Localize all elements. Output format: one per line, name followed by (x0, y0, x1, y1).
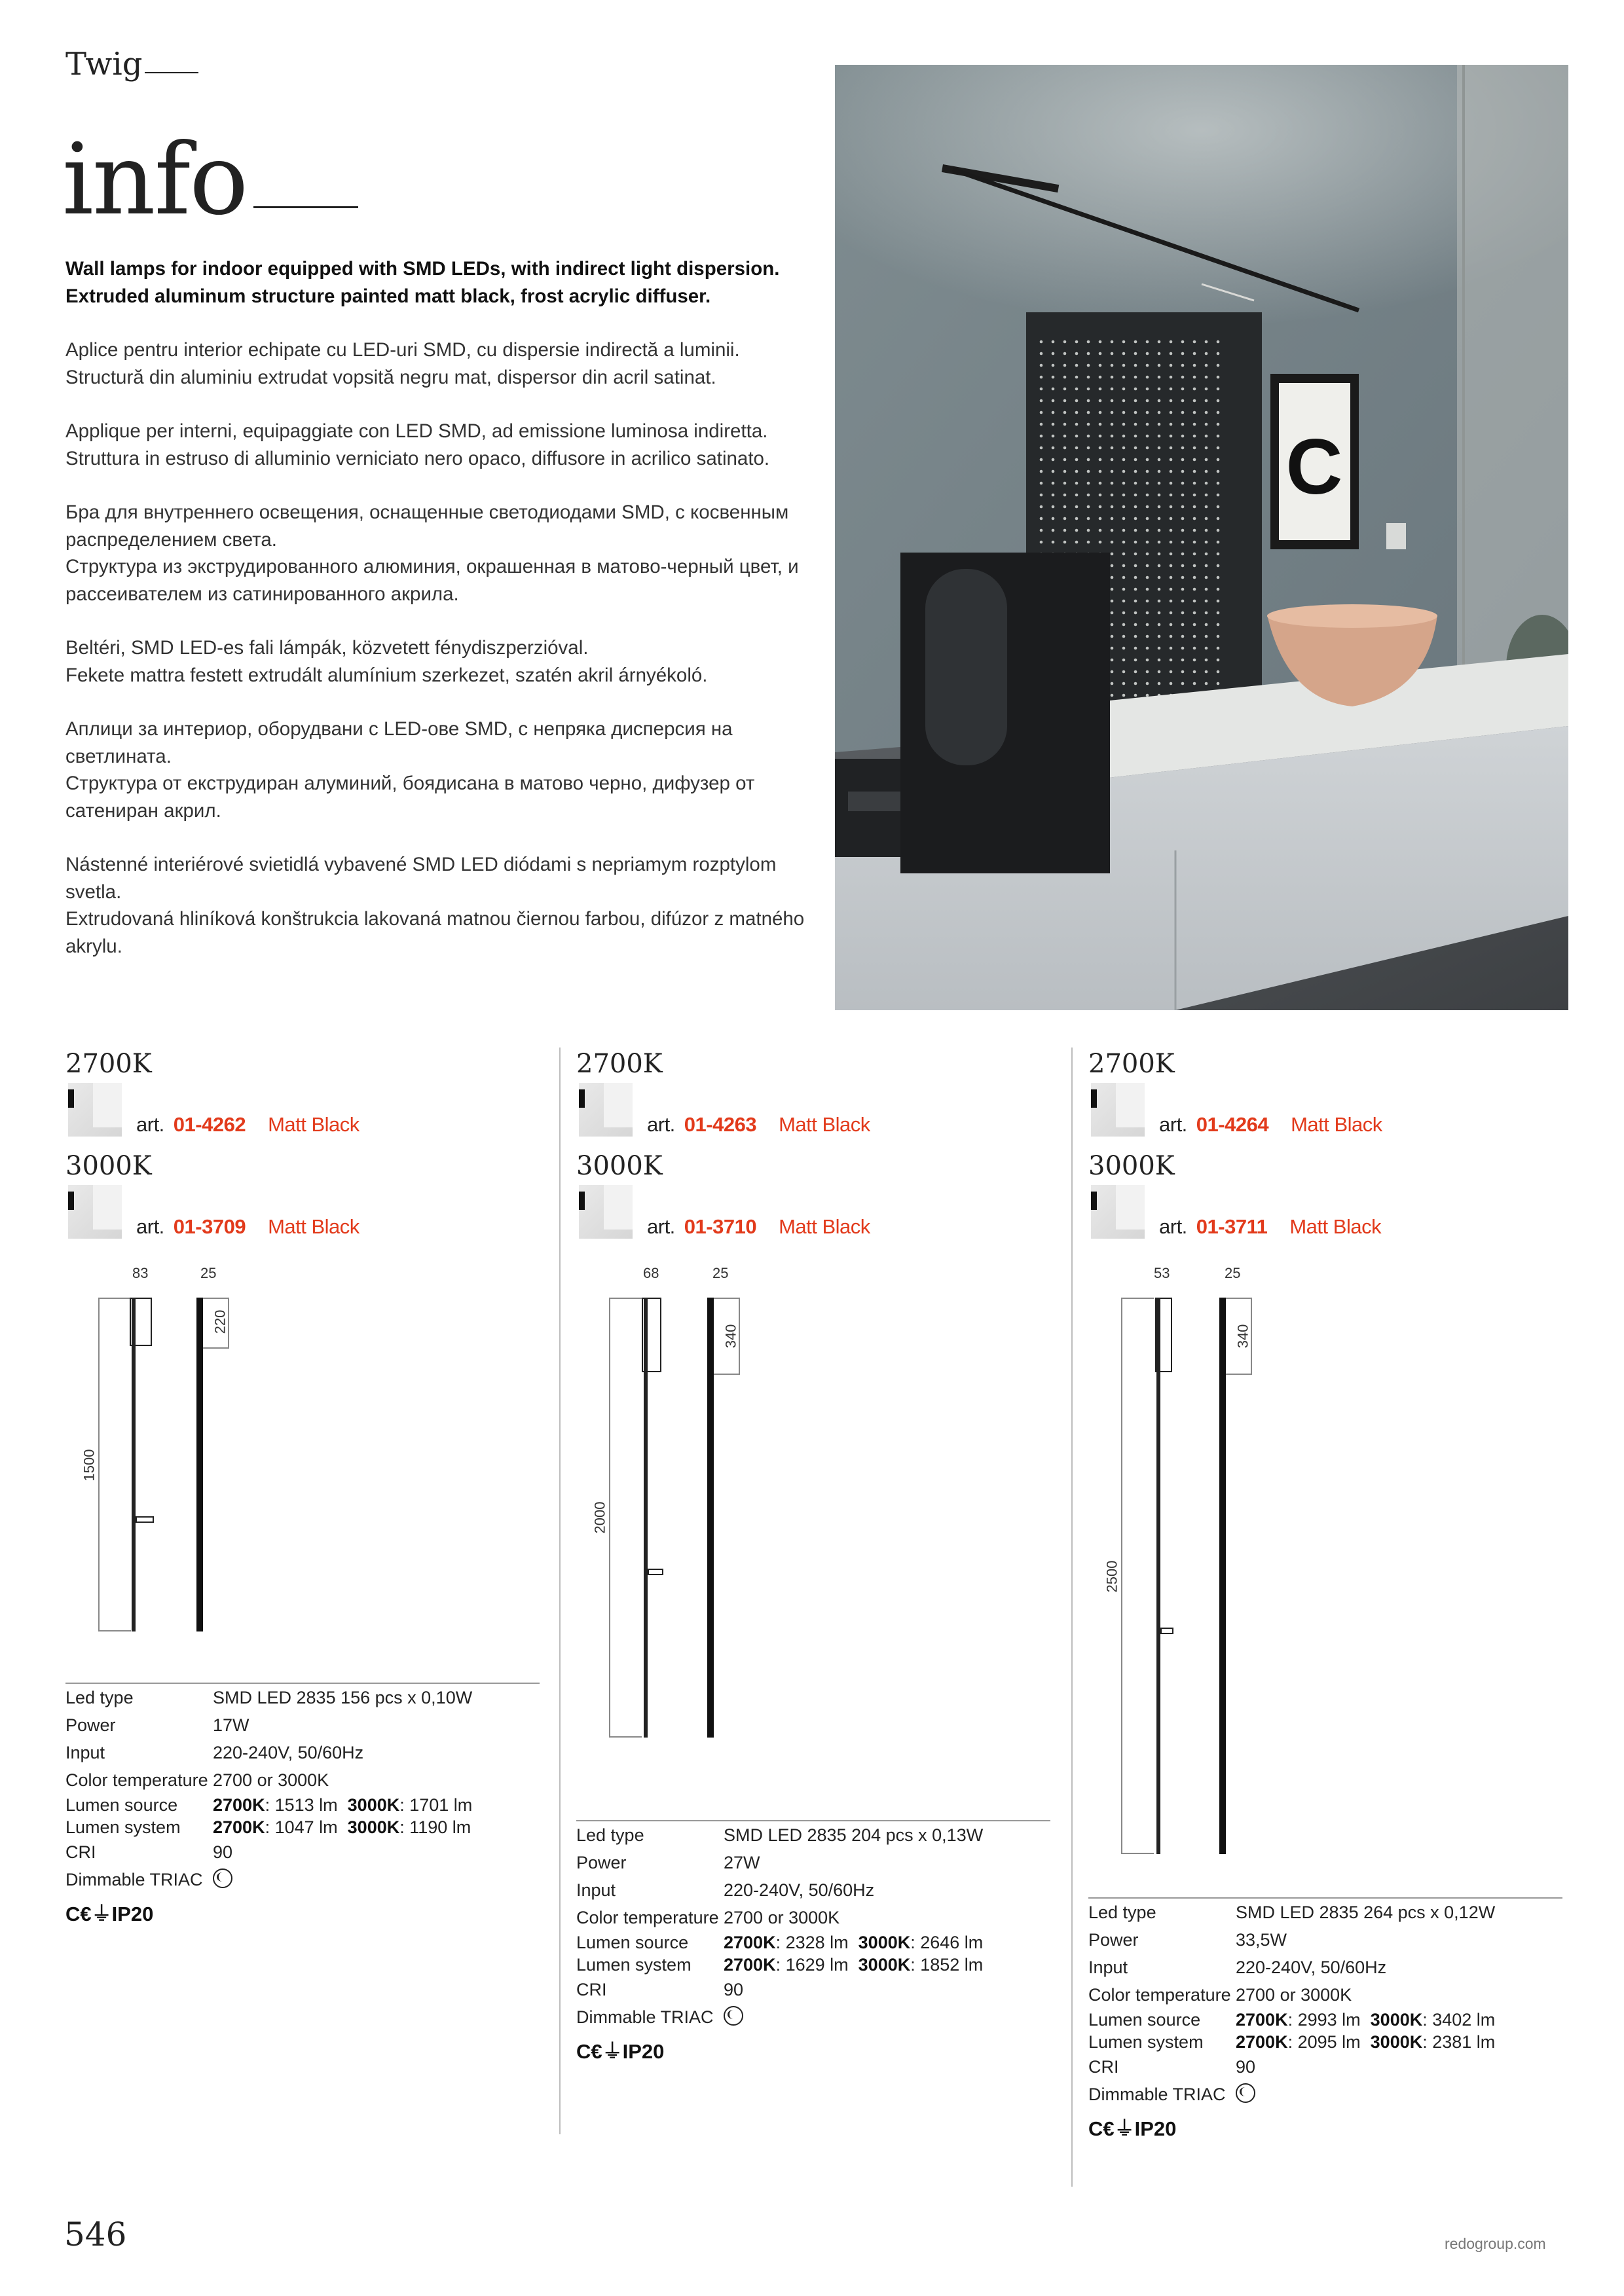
lumen-system-value: 2700K: 1629 lm 3000K: 1852 lm (724, 1955, 984, 1975)
lamp-rod-side (132, 1298, 136, 1631)
product-column-1 (65, 1048, 544, 1252)
description-en: Wall lamps for indoor equipped with SMD LEDs, with indirect light dispersion. Extruded aluminum structure painted matt black, frost acrylic diffuser. (65, 258, 780, 307)
power-value: 27W (724, 1853, 760, 1872)
finish-label: Matt Black (779, 1215, 870, 1238)
product-column-2 (576, 1048, 1054, 1252)
article-row (1088, 1182, 1566, 1252)
product-thumbnail-icon (1091, 1185, 1145, 1239)
article-line: art. 01-3711 Matt Black (1159, 1215, 1382, 1238)
cri-value: 90 (724, 1980, 744, 1999)
power-value: 33,5W (1236, 1930, 1287, 1950)
product-thumbnail-icon (579, 1083, 633, 1137)
article-number[interactable]: 01-3711 (1196, 1215, 1268, 1238)
article-line: art. 01-3709 Matt Black (136, 1215, 360, 1238)
led-type-value: SMD LED 2835 264 pcs x 0,12W (1236, 1903, 1496, 1922)
dim-head-height: 220 (212, 1309, 229, 1334)
description-hu: Beltéri, SMD LED-es fali lámpák, közvetett fénydiszperzióval. Fekete mattra festett extrudált alumínium szerkezet, szatén akril árnyékoló. (65, 637, 708, 686)
certification-marks: C€⏚IP20 (1088, 2117, 1177, 2140)
description-it: Applique per interni, equipaggiate con LED SMD, ad emissione luminosa indiretta. Struttura in estruso di alluminio verniciato nero opaco, diffusore in acrilico satinato. (65, 420, 770, 469)
article-row (576, 1080, 1054, 1150)
column-separator (559, 1048, 561, 2134)
color-temp-3000: 3000K (1088, 1151, 1175, 1181)
dimmable-icon (724, 2006, 743, 2026)
color-temp-2700: 2700K (65, 1049, 152, 1079)
lamp-rod-front (707, 1298, 714, 1738)
dimmable-icon (213, 1868, 232, 1888)
finish-label: Matt Black (1289, 1215, 1382, 1238)
product-thumbnail-icon (579, 1185, 633, 1239)
article-line: art. 01-3710 Matt Black (647, 1215, 870, 1238)
description-ru: Бра для внутреннего освещения, оснащенные светодиодами SMD, с косвенным распределением света. Структура из экструдированного алюминия, окрашенная в матово-черный цвет, и рассеивателем из сатинированного акрила. (65, 501, 799, 605)
spec-table-3: Led type SMD LED 2835 264 pcs x 0,12W Power 33,5W Input 220-240V, 50/60Hz Color temperature 2700 or 3000K Lumen source 2700K: 2993 lm 3000K: 3402 lm Lumen system 2700K: 2095 lm 3000K: 2381 lm CRI 90 Dimmable TRIAC C€⏚IP20 (1088, 1897, 1562, 2141)
dim-height: 2000 (591, 1501, 608, 1534)
lumen-system-value: 2700K: 1047 lm 3000K: 1190 lm (213, 1817, 471, 1837)
product-thumbnail-icon (68, 1083, 122, 1137)
input-value: 220-240V, 50/60Hz (724, 1880, 875, 1900)
color-temp-2700: 2700K (1088, 1049, 1175, 1079)
description-ro: Aplice pentru interior echipate cu LED-uri SMD, cu dispersie indirectă a luminii. Structură din aluminiu extrudat vopsită negru mat, dispersor din acril satinat. (65, 339, 740, 388)
product-photo (835, 65, 1568, 1010)
finish-label: Matt Black (779, 1113, 870, 1136)
certification-marks: C€⏚IP20 (65, 1903, 154, 1925)
article-line: art. 01-4262 Matt Black (136, 1113, 360, 1136)
color-temp-value: 2700 or 3000K (1236, 1985, 1352, 2005)
lamp-rod-side (1156, 1298, 1160, 1854)
color-temp-value: 2700 or 3000K (724, 1908, 840, 1927)
article-row (65, 1182, 544, 1252)
dim-depth: 25 (1225, 1265, 1241, 1281)
spec-table-2: Led type SMD LED 2835 204 pcs x 0,13W Power 27W Input 220-240V, 50/60Hz Color temperature 2700 or 3000K Lumen source 2700K: 2328 lm 3000K: 2646 lm Lumen system 2700K: 1629 lm 3000K: 1852 lm CRI 90 Dimmable TRIAC C€⏚IP20 (576, 1820, 1050, 2064)
dim-depth: 25 (712, 1265, 729, 1281)
dim-head-height: 340 (722, 1324, 739, 1349)
color-temp-2700: 2700K (576, 1049, 663, 1079)
website-link[interactable]: redogroup.com (1445, 2235, 1546, 2252)
article-row (576, 1182, 1054, 1252)
lamp-rod-side (644, 1298, 648, 1738)
led-type-value: SMD LED 2835 204 pcs x 0,13W (724, 1825, 984, 1845)
color-temp-3000: 3000K (65, 1151, 152, 1181)
finish-label: Matt Black (1291, 1113, 1382, 1136)
dim-height: 1500 (81, 1449, 98, 1482)
column-separator (1071, 1048, 1073, 2187)
dim-width: 83 (132, 1265, 149, 1281)
lumen-source-value: 2700K: 1513 lm 3000K: 1701 lm (213, 1795, 473, 1815)
article-number[interactable]: 01-4264 (1196, 1113, 1269, 1136)
article-number[interactable]: 01-3710 (684, 1215, 757, 1238)
cri-value: 90 (1236, 2057, 1256, 2077)
description-block (65, 255, 805, 987)
led-type-value: SMD LED 2835 156 pcs x 0,10W (213, 1688, 473, 1707)
dim-width: 53 (1154, 1265, 1170, 1281)
lamp-rod-front (196, 1298, 203, 1631)
brand-name: Twig (65, 46, 198, 82)
info-heading: info (62, 131, 358, 229)
article-line: art. 01-4263 Matt Black (647, 1113, 870, 1136)
power-value: 17W (213, 1715, 249, 1735)
lumen-source-value: 2700K: 2328 lm 3000K: 2646 lm (724, 1933, 984, 1952)
lamp-rod-front (1219, 1298, 1226, 1854)
article-number[interactable]: 01-4263 (684, 1113, 757, 1136)
finish-label: Matt Black (268, 1113, 360, 1136)
input-value: 220-240V, 50/60Hz (213, 1743, 364, 1762)
article-row (1088, 1080, 1566, 1150)
description-sk: Nástenné interiérové svietidlá vybavené SMD LED diódami s nepriamym rozptylom svetla. Extrudovaná hliníková konštrukcia lakovaná matnou čiernou farbou, difúzor z matného akrylu. (65, 854, 805, 957)
article-row (65, 1080, 544, 1150)
product-thumbnail-icon (68, 1185, 122, 1239)
sign-letter: C (1285, 423, 1343, 511)
certification-marks: C€⏚IP20 (576, 2040, 665, 2063)
lumen-source-value: 2700K: 2993 lm 3000K: 3402 lm (1236, 2010, 1496, 2030)
article-number[interactable]: 01-3709 (173, 1215, 246, 1238)
product-column-3 (1088, 1048, 1566, 1252)
article-number[interactable]: 01-4262 (173, 1113, 246, 1136)
dim-head-height: 340 (1234, 1324, 1251, 1349)
article-line: art. 01-4264 Matt Black (1159, 1113, 1382, 1136)
input-value: 220-240V, 50/60Hz (1236, 1958, 1387, 1977)
lumen-system-value: 2700K: 2095 lm 3000K: 2381 lm (1236, 2032, 1496, 2052)
cri-value: 90 (213, 1842, 233, 1862)
page-number: 546 (64, 2215, 127, 2253)
product-thumbnail-icon (1091, 1083, 1145, 1137)
color-temp-value: 2700 or 3000K (213, 1770, 329, 1790)
spec-table-1: Led type SMD LED 2835 156 pcs x 0,10W Power 17W Input 220-240V, 50/60Hz Color temperature 2700 or 3000K Lumen source 2700K: 1513 lm 3000K: 1701 lm Lumen system 2700K: 1047 lm 3000K: 1190 lm CRI 90 Dimmable TRIAC C€⏚IP20 (65, 1683, 540, 1927)
color-temp-3000: 3000K (576, 1151, 663, 1181)
dim-width: 68 (643, 1265, 659, 1281)
description-bg: Аплици за интериор, оборудвани с LED-ове SMD, с непряка дисперсия на светлината. Структура от екструдиран алуминий, боядисана в матово черно, дифузер от сатениран акрил. (65, 718, 755, 822)
dim-depth: 25 (200, 1265, 217, 1281)
dimmable-icon (1236, 2083, 1255, 2103)
finish-label: Matt Black (268, 1215, 360, 1238)
dim-height: 2500 (1103, 1560, 1120, 1593)
